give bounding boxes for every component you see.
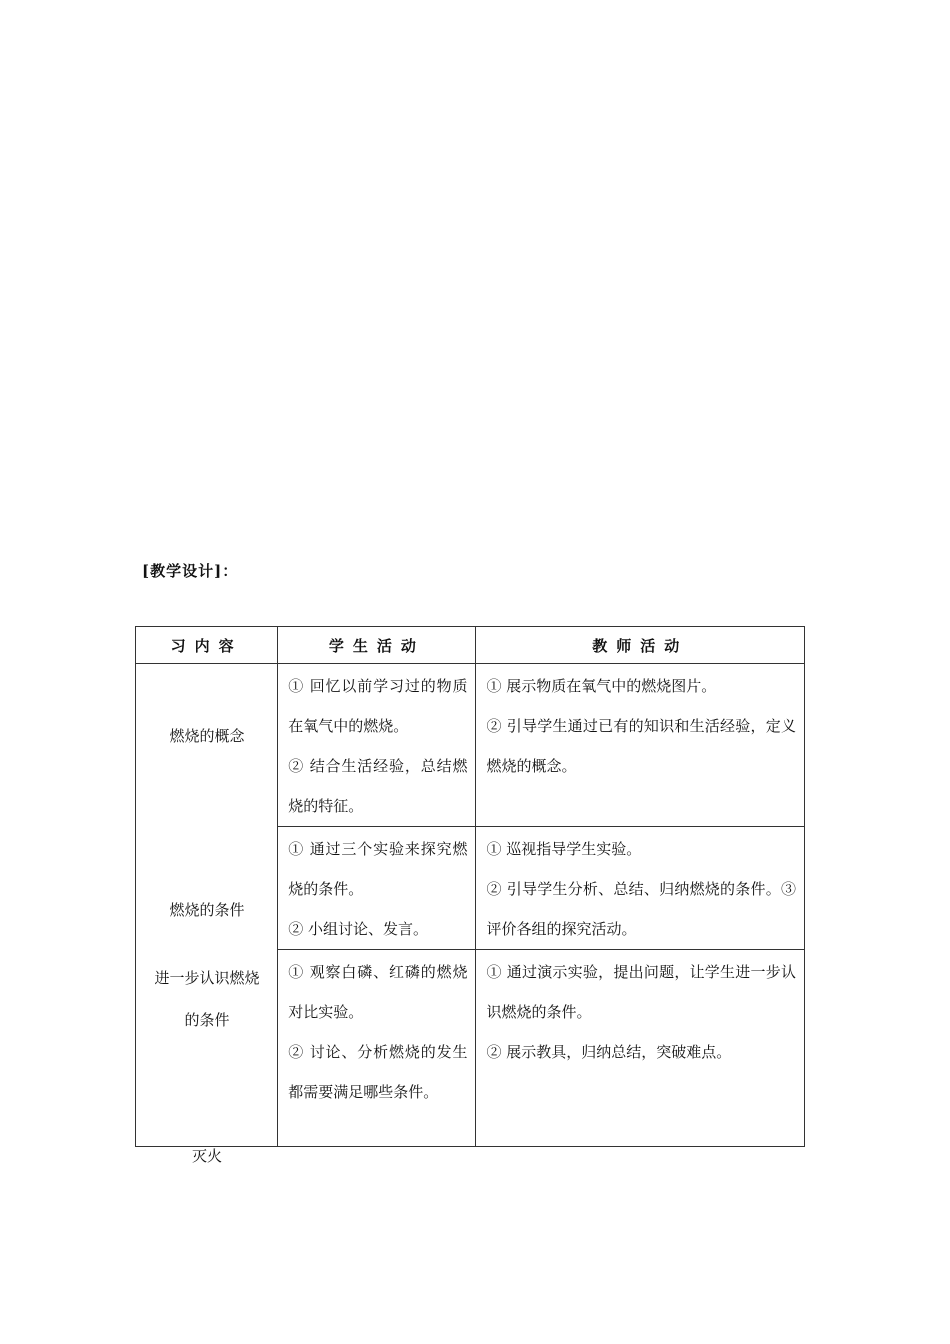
student-activity-cell — [278, 664, 476, 827]
header-content: 习内容 — [136, 627, 278, 664]
teacher-activity-cell — [476, 950, 805, 1147]
activity-item: ② 引导学生分析、总结、归纳燃烧的条件。③评价各组的探究活动。 — [486, 880, 796, 938]
content-column — [136, 664, 278, 1165]
activity-item: ① 展示物质在氧气中的燃烧图片。 — [486, 677, 717, 695]
table-header-row — [136, 627, 805, 664]
content-label-conditions: 燃烧的条件 — [169, 901, 245, 919]
content-label-further-line1: 进一步认识燃烧 — [154, 969, 260, 987]
activity-item: ① 通过三个实验来探究燃烧的条件。 — [288, 840, 468, 898]
activity-item: ② 展示教具，归纳总结，突破难点。 — [486, 1043, 732, 1061]
activity-item: ② 结合生活经验，总结燃烧的特征。 — [288, 757, 468, 815]
activity-item: ② 讨论、分析燃烧的发生都需要满足哪些条件。 — [288, 1043, 468, 1101]
student-activity-cell — [278, 827, 476, 950]
table-row — [136, 664, 805, 827]
activity-item: ② 小组讨论、发言。 — [288, 920, 428, 938]
header-teacher-activity: 教师活动 — [476, 627, 805, 664]
content-label-extinguish: 灭火 — [191, 1147, 222, 1165]
content-label-concept: 燃烧的概念 — [169, 727, 245, 745]
activity-item: ② 引导学生通过已有的知识和生活经验，定义燃烧的概念。 — [486, 717, 796, 775]
student-activity-cell — [278, 950, 476, 1147]
teacher-activity-cell — [476, 664, 805, 827]
teacher-activity-cell — [476, 827, 805, 950]
teaching-design-table — [135, 626, 805, 1165]
activity-item: ① 通过演示实验，提出问题，让学生进一步认识燃烧的条件。 — [486, 963, 796, 1021]
activity-item: ① 巡视指导学生实验。 — [486, 840, 642, 858]
header-student-activity: 学生活动 — [278, 627, 476, 664]
activity-item: ① 回忆以前学习过的物质在氧气中的燃烧。 — [288, 677, 468, 735]
section-heading: [教学设计]： — [142, 562, 239, 580]
activity-item: ① 观察白磷、红磷的燃烧对比实验。 — [288, 963, 468, 1021]
content-label-further-line2: 的条件 — [184, 1011, 230, 1029]
